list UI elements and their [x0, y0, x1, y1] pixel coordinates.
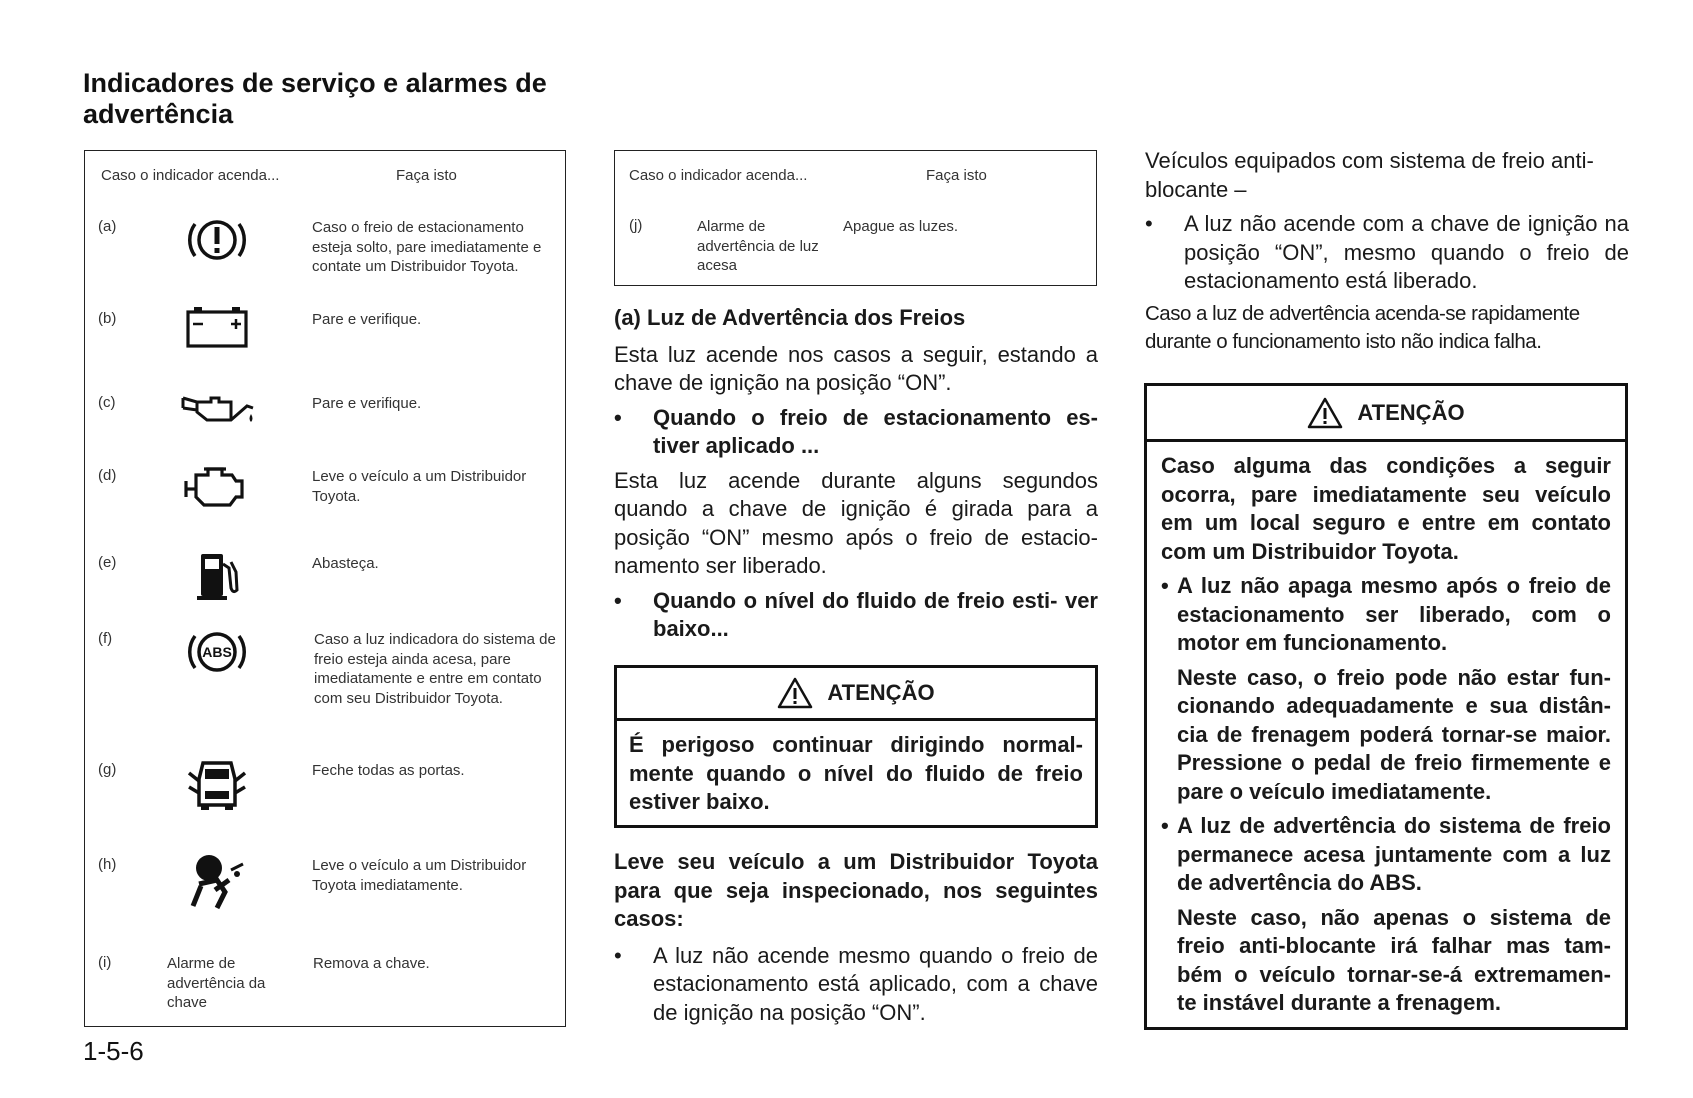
paragraph: Veículos equipados com sistema de freio anti- blocante –	[1145, 148, 1594, 202]
list-item-text: Quando o freio de estacionamento es- tiver aplicado ...	[653, 404, 1098, 458]
paragraph: Leve seu veículo a um Distribuidor Toyota para que seja inspecionado, nos seguintes casos:	[614, 849, 1098, 931]
light-alarm-table	[614, 150, 1097, 286]
page-title-line1: Indicadores de serviço e alarmes de	[83, 68, 547, 98]
table-header-case: Caso o indicador acenda...	[629, 167, 808, 184]
list-item-text: A luz não acende mesmo quando o freio de estacionamento está aplicado, com a chave de ignição na posição “ON”.	[653, 942, 1098, 1025]
row-label: (b)	[98, 310, 117, 327]
indicator-table	[84, 150, 566, 1027]
bullet: •	[614, 404, 622, 430]
warning-text: É perigoso continuar dirigindo normal- mente quando o nível do fluido de freio estiver baixo.	[629, 732, 1083, 814]
list-item-text: A luz não apaga mesmo após o freio de estacionamento ser liberado, com o motor em funcionamento.	[1177, 573, 1611, 655]
row-action: Pare e verifique.	[312, 311, 422, 328]
row-action: Leve o veículo a um Distribuidor Toyota.	[312, 468, 527, 505]
row-action: Caso o freio de estacionamento esteja solto, pare imediatamente e contate um Distribuidor Toyota.	[312, 219, 542, 275]
row-label: (g)	[98, 761, 117, 778]
page-number: 1-5-6	[83, 1036, 144, 1066]
engine-check-icon	[175, 461, 259, 521]
warning-title: ATENÇÃO	[827, 680, 935, 705]
bullet: •	[1161, 573, 1169, 598]
row-label: (j)	[629, 217, 643, 234]
page-title-line2: advertência	[83, 99, 234, 129]
abs-icon-text: ABS	[202, 644, 232, 660]
list-item	[614, 587, 1098, 644]
warning-subtext: Neste caso, não apenas o sistema de freio anti-blocante irá falhar mas tam- bém o veículo tornar-se-á extremamen- te instável durante a frenagem.	[1177, 904, 1611, 1015]
page-title	[83, 68, 603, 130]
paragraph: Esta luz acende durante alguns segundos quando a chave de ignição é girada para a posição “ON” mesmo após o freio de estacio- namento ser liberado.	[614, 467, 1098, 578]
row-action: Remova a chave.	[313, 955, 430, 972]
battery-icon	[175, 304, 259, 364]
section-heading: (a) Luz de Advertência dos Freios	[614, 305, 966, 330]
middle-column-lower	[614, 848, 1098, 1027]
list-item-text: Quando o nível do fluido de freio esti- ver baixo...	[653, 587, 1098, 641]
row-label: (e)	[98, 554, 117, 571]
row-action: Abasteça.	[312, 555, 379, 572]
middle-column	[614, 304, 1098, 644]
brake-warning-icon	[175, 212, 259, 272]
warning-subtext: Neste caso, o freio pode não estar fun- cionando adequadamente e sua distân- cia de frenagem poderá tornar-se maior. Pressione o pedal de freio firmemente e pare o veículo imediatamente.	[1177, 664, 1611, 804]
row-description: Alarme de advertência de luz acesa	[697, 218, 819, 274]
row-action: Feche todas as portas.	[312, 762, 465, 779]
list-item-text: A luz de advertência do sistema de freio permanece acesa juntamente com a luz de advertência do ABS.	[1177, 813, 1611, 895]
row-label: (c)	[98, 394, 116, 411]
table-header-case: Caso o indicador acenda...	[101, 167, 280, 184]
row-label: (i)	[98, 954, 112, 971]
bullet: •	[614, 942, 622, 968]
fuel-pump-icon	[175, 548, 259, 608]
warning-body	[1147, 442, 1625, 1018]
list-item	[614, 942, 1098, 1028]
table-header-action: Faça isto	[396, 167, 457, 184]
list-item	[1161, 572, 1611, 658]
table-header-action: Faça isto	[926, 167, 987, 184]
door-open-icon	[175, 755, 259, 815]
row-action: Pare e verifique.	[312, 395, 422, 412]
list-item	[1161, 812, 1611, 898]
warning-header	[617, 668, 1095, 721]
list-item-text: A luz não acende com a chave de ignição na posição “ON”, mesmo quando o freio de estacionamento está liberado.	[1184, 211, 1629, 293]
row-label: (a)	[98, 218, 117, 235]
row-action: Leve o veículo a um Distribuidor Toyota imediatamente.	[312, 857, 527, 894]
right-column	[1145, 147, 1629, 356]
row-action: Apague as luzes.	[843, 218, 959, 235]
airbag-icon	[175, 850, 259, 910]
warning-box-fluid	[614, 665, 1098, 828]
row-action: Caso a luz indicadora do sistema de freio esteja ainda acesa, pare imediatamente e entre em contato com seu Distribuidor Toyota.	[314, 631, 556, 707]
bullet: •	[1161, 813, 1169, 838]
warning-title: ATENÇÃO	[1357, 399, 1465, 425]
list-item	[614, 404, 1098, 461]
row-label: (d)	[98, 467, 117, 484]
warning-triangle-icon	[777, 677, 813, 709]
row-label: (f)	[98, 630, 113, 647]
warning-intro: Caso alguma das condições a seguir ocorra, pare imediatamente seu veículo em um local seguro e entre em contato com um Distribuidor Toyota.	[1161, 453, 1611, 564]
bullet: •	[1145, 211, 1153, 236]
warning-header	[1147, 386, 1625, 442]
row-label: (h)	[98, 856, 117, 873]
abs-icon	[175, 624, 259, 684]
paragraph: Esta luz acende nos casos a seguir, estando a chave de ignição na posição “ON”.	[614, 341, 1098, 395]
warning-box-abs	[1144, 383, 1628, 1030]
oil-pressure-icon	[175, 388, 259, 448]
row-description: Alarme de advertência da chave	[167, 955, 266, 1011]
bullet: •	[614, 587, 622, 613]
warning-triangle-icon	[1307, 397, 1343, 429]
paragraph: Caso a luz de advertência acenda-se rapidamente durante o funcionamento isto não indica falha.	[1145, 301, 1580, 353]
list-item	[1145, 210, 1629, 296]
